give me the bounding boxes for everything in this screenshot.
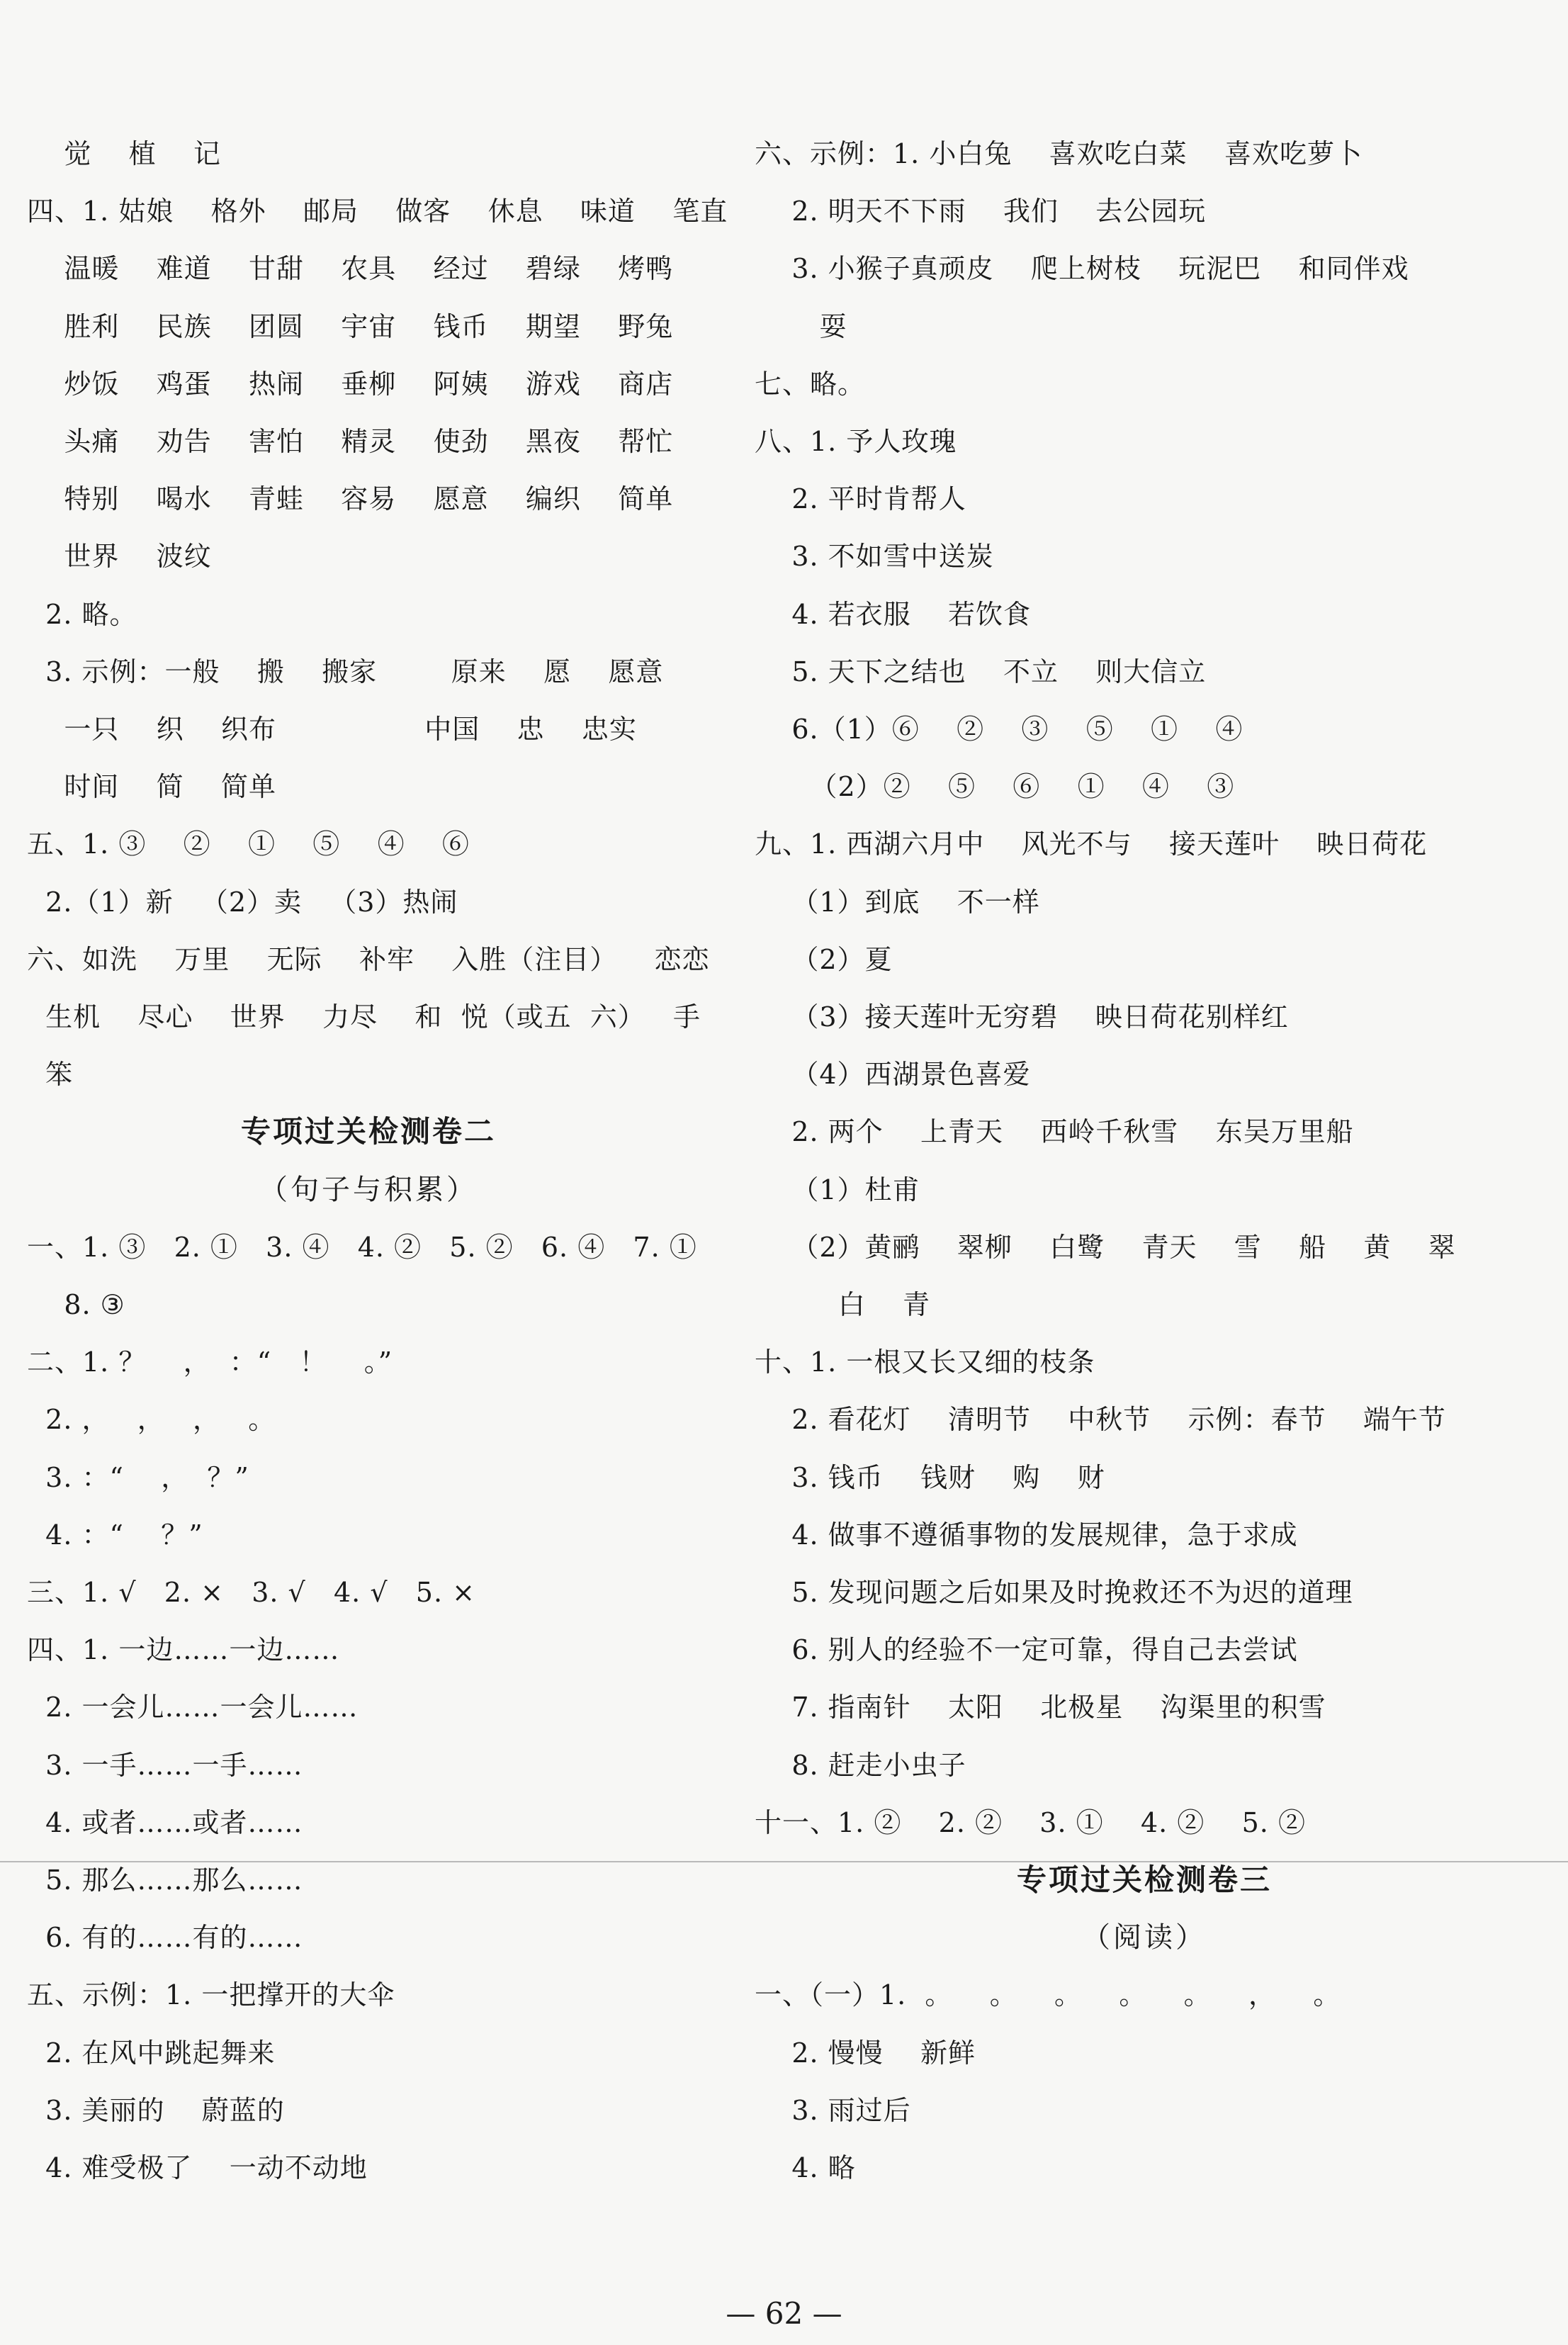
answer-line: 2.（1）新 （2）卖 （3）热闹	[27, 886, 458, 918]
answer-line: 7. 指南针 太阳 北极星 沟渠里的积雪	[755, 1692, 1326, 1723]
answer-line: 3. 钱币 钱财 购 财	[755, 1461, 1105, 1493]
answer-line: 时间 简 简单	[27, 771, 276, 803]
answer-line: 2. 一会儿……一会儿……	[27, 1692, 359, 1723]
answer-line: 一只 织 织布 中国 忠 忠实	[27, 714, 637, 745]
answer-line: 六、如洗 万里 无际 补牢 入胜（注目） 恋恋	[27, 943, 710, 975]
answer-line: 六、示例：1. 小白兔 喜欢吃白菜 喜欢吃萝卜	[755, 138, 1363, 169]
answer-line: 5. 天下之结也 不立 则大信立	[755, 656, 1207, 687]
page-number: — 62 —	[726, 2296, 842, 2331]
answer-line: 头痛 劝告 害怕 精灵 使劲 黑夜 帮忙	[27, 426, 674, 457]
answer-line: 2. 在风中跳起舞来	[27, 2037, 276, 2069]
answer-line: （2）黄鹂 翠柳 白鹭 青天 雪 船 黄 翠	[755, 1231, 1456, 1263]
answer-line: 四、1. 一边……一边……	[27, 1634, 340, 1666]
answer-line: 3. 示例：一般 搬 搬家 原来 愿 愿意	[27, 656, 664, 687]
section-subtitle: （阅读）	[1082, 1921, 1207, 1955]
answer-line: （1）到底 不一样	[755, 886, 1040, 918]
answer-line: 3. 美丽的 蔚蓝的	[27, 2094, 285, 2126]
answer-line: 4. 做事不遵循事物的发展规律，急于求成	[755, 1519, 1298, 1551]
answer-line: 十、1. 一根又长又细的枝条	[755, 1346, 1095, 1378]
answer-line: 2. 平时肯帮人	[755, 483, 966, 515]
answer-line: 耍	[755, 310, 847, 342]
answer-line: 2. 慢慢 新鲜	[755, 2037, 976, 2069]
answer-line: 4. ：“ ？”	[27, 1519, 203, 1551]
answer-line: 胜利 民族 团圆 宇宙 钱币 期望 野兔	[27, 310, 674, 342]
answer-line: 白 青	[755, 1289, 931, 1320]
answer-line: （2）夏	[755, 943, 893, 975]
answer-line: 6. 有的……有的……	[27, 1922, 303, 1954]
answer-line: 2. 明天不下雨 我们 去公园玩	[755, 196, 1207, 227]
answer-line: 生机 尽心 世界 力尽 和 悦（或五 六） 手	[27, 1001, 701, 1033]
answer-line: （1）杜甫	[755, 1174, 920, 1205]
answer-line: 七、略。	[755, 368, 866, 400]
answer-line: 4. 难受极了 一动不动地	[27, 2152, 368, 2183]
answer-line: 8. 赶走小虫子	[755, 1749, 966, 1781]
section-divider	[0, 1861, 1568, 1862]
answer-line: 笨	[27, 1059, 74, 1091]
answer-line: 2. 看花灯 清明节 中秋节 示例：春节 端午节	[755, 1404, 1446, 1436]
answer-line: 3. 小猴子真顽皮 爬上树枝 玩泥巴 和同伴戏	[755, 253, 1409, 285]
answer-line: 3. 一手……一手……	[27, 1749, 303, 1781]
answer-line: 世界 波纹	[27, 541, 212, 573]
answer-line: 4. 若衣服 若饮食	[755, 598, 1031, 630]
answer-line: 三、1. √ 2. × 3. √ 4. √ 5. ×	[27, 1577, 475, 1608]
answer-line: 十一、1. ② 2. ② 3. ① 4. ② 5. ②	[755, 1806, 1306, 1838]
answer-line: 五、示例：1. 一把撑开的大伞	[27, 1979, 395, 2011]
answer-line: 2. ， ， ， 。	[27, 1404, 276, 1436]
answer-line: 炒饭 鸡蛋 热闹 垂柳 阿姨 游戏 商店	[27, 368, 674, 400]
answer-line: 4. 或者……或者……	[27, 1806, 303, 1838]
answer-line: 4. 略	[755, 2152, 856, 2183]
answer-line: 一、1. ③ 2. ① 3. ④ 4. ② 5. ② 6. ④ 7. ①	[27, 1231, 697, 1263]
answer-line: 3. ：“ ， ？”	[27, 1461, 249, 1493]
answer-line: 二、1. ？ ， ：“ ！ 。”	[27, 1346, 393, 1378]
answer-line: 觉 植 记	[27, 138, 221, 169]
answer-line: 3. 不如雪中送炭	[755, 541, 994, 573]
answer-line: 一、（一）1. 。 。 。 。 。 ， 。	[755, 1979, 1341, 2011]
answer-line: 6. 别人的经验不一定可靠，得自己去尝试	[755, 1634, 1298, 1666]
section-title: 专项过关检测卷三	[1016, 1862, 1272, 1897]
answer-line: 5. 发现问题之后如果及时挽救还不为迟的道理	[755, 1577, 1353, 1608]
answer-line: （3）接天莲叶无穷碧 映日荷花别样红	[755, 1001, 1289, 1033]
section-subtitle: （句子与积累）	[259, 1173, 478, 1206]
answer-line: 2. 两个 上青天 西岭千秋雪 东吴万里船	[755, 1116, 1354, 1148]
answer-line: （2）② ⑤ ⑥ ① ④ ③	[755, 771, 1235, 803]
answer-line: 八、1. 予人玫瑰	[755, 426, 957, 457]
answer-line: 5. 那么……那么……	[27, 1865, 303, 1896]
answer-line: 特别 喝水 青蛙 容易 愿意 编织 简单	[27, 483, 674, 515]
answer-line: 8. ③	[27, 1289, 125, 1320]
answer-line: 3. 雨过后	[755, 2094, 911, 2126]
answer-line: 五、1. ③ ② ① ⑤ ④ ⑥	[27, 828, 470, 860]
answer-line: 九、1. 西湖六月中 风光不与 接天莲叶 映日荷花	[755, 828, 1428, 860]
answer-line: （4）西湖景色喜爱	[755, 1059, 1031, 1091]
answer-line: 6.（1）⑥ ② ③ ⑤ ① ④	[755, 714, 1243, 745]
answer-line: 四、1. 姑娘 格外 邮局 做客 休息 味道 笔直	[27, 196, 728, 227]
answer-line: 温暖 难道 甘甜 农具 经过 碧绿 烤鸭	[27, 253, 674, 285]
section-title: 专项过关检测卷二	[240, 1114, 496, 1149]
answer-line: 2. 略。	[27, 598, 137, 630]
